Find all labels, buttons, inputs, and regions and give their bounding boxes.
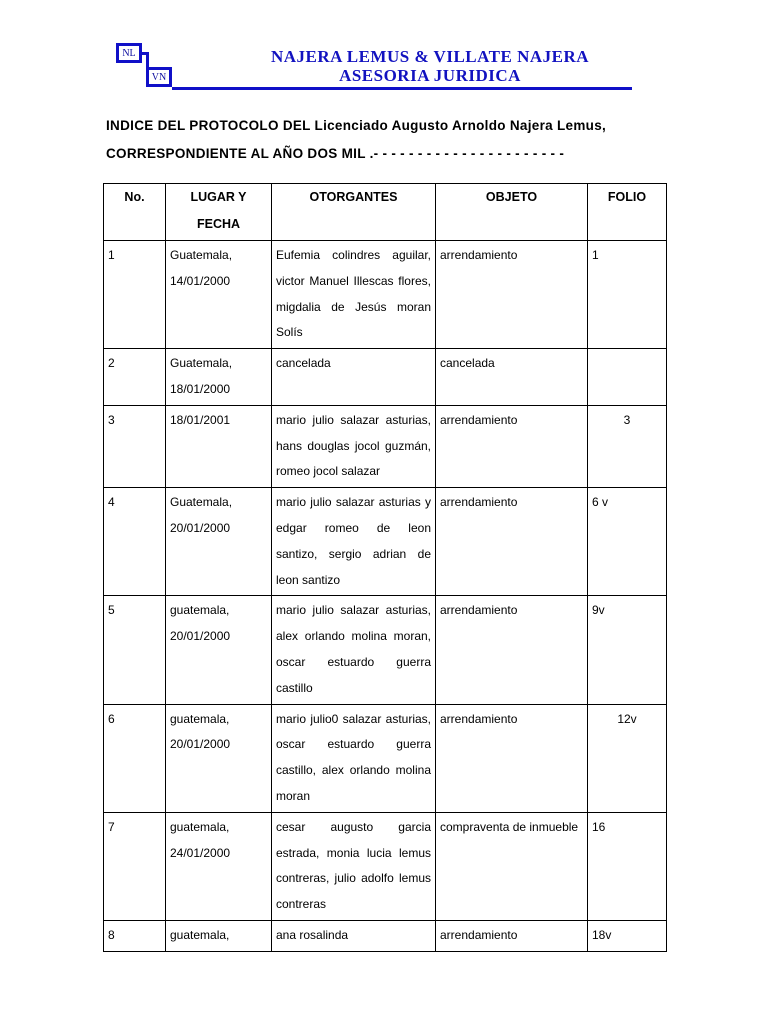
cell-otorgantes: mario julio0 salazar asturias, oscar estuardo guerra castillo, alex orlando molina moran [272, 704, 436, 812]
document-heading-line-1: INDICE DEL PROTOCOLO DEL Licenciado Augusto Arnoldo Najera Lemus, [106, 118, 607, 133]
cell-folio [588, 349, 667, 406]
firm-subtitle: ASESORIA JURIDICA [339, 66, 521, 85]
cell-lugar: guatemala, 20/01/2000 [166, 596, 272, 704]
cell-lugar: guatemala, [166, 920, 272, 951]
cell-otorgantes: mario julio salazar asturias, hans douglas jocol guzmán, romeo jocol salazar [272, 405, 436, 487]
table-row [104, 405, 667, 487]
logo-rule-bottom [172, 87, 632, 90]
table-row [104, 488, 667, 596]
cell-no: 3 [104, 405, 166, 487]
cell-otorgantes: mario julio salazar asturias y edgar romeo de leon santizo, sergio adrian de leon santizo [272, 488, 436, 596]
cell-no: 2 [104, 349, 166, 406]
header-no: No. [104, 184, 166, 241]
cell-lugar: Guatemala, 14/01/2000 [166, 241, 272, 349]
table-row [104, 349, 667, 406]
cell-folio: 18v [588, 920, 667, 951]
cell-otorgantes: mario julio salazar asturias, alex orlando molina moran, oscar estuardo guerra castillo [272, 596, 436, 704]
cell-otorgantes: Eufemia colindres aguilar, victor Manuel Illescas flores, migdalia de Jesús moran Solís [272, 241, 436, 349]
protocol-index-table [103, 183, 667, 952]
cell-folio: 1 [588, 241, 667, 349]
table-row [104, 704, 667, 812]
cell-objeto: arrendamiento [436, 241, 588, 349]
cell-folio: 16 [588, 812, 667, 920]
table-row [104, 596, 667, 704]
cell-otorgantes: cancelada [272, 349, 436, 406]
cell-no: 8 [104, 920, 166, 951]
cell-folio: 6 v [588, 488, 667, 596]
cell-no: 5 [104, 596, 166, 704]
cell-objeto: arrendamiento [436, 596, 588, 704]
cell-objeto: arrendamiento [436, 405, 588, 487]
table-row [104, 241, 667, 349]
cell-lugar: Guatemala, 20/01/2000 [166, 488, 272, 596]
table-row [104, 812, 667, 920]
cell-no: 1 [104, 241, 166, 349]
header-lugar-fecha: LUGAR Y FECHA [166, 184, 272, 241]
document-heading-line-2: CORRESPONDIENTE AL AÑO DOS MIL .- - - - - - - - - - - - - - - - - - - - - - [106, 146, 565, 161]
cell-otorgantes: cesar augusto garcia estrada, monia lucia lemus contreras, julio adolfo lemus contreras [272, 812, 436, 920]
firm-name: NAJERA LEMUS & VILLATE NAJERA [270, 47, 590, 66]
header-otorgantes: OTORGANTES [272, 184, 436, 241]
cell-folio: 9v [588, 596, 667, 704]
cell-no: 7 [104, 812, 166, 920]
cell-no: 4 [104, 488, 166, 596]
cell-lugar: Guatemala, 18/01/2000 [166, 349, 272, 406]
cell-folio: 3 [588, 405, 667, 487]
cell-lugar: guatemala, 20/01/2000 [166, 704, 272, 812]
table-row [104, 920, 667, 951]
cell-folio: 12v [588, 704, 667, 812]
cell-lugar: guatemala, 24/01/2000 [166, 812, 272, 920]
letterhead [0, 0, 768, 100]
monogram-vn: VN [146, 67, 172, 87]
cell-objeto: arrendamiento [436, 488, 588, 596]
table-header-row [104, 184, 667, 241]
cell-lugar: 18/01/2001 [166, 405, 272, 487]
cell-otorgantes: ana rosalinda [272, 920, 436, 951]
monogram-nl: NL [116, 43, 142, 63]
cell-objeto: cancelada [436, 349, 588, 406]
cell-objeto: arrendamiento [436, 704, 588, 812]
cell-no: 6 [104, 704, 166, 812]
header-objeto: OBJETO [436, 184, 588, 241]
cell-objeto: arrendamiento [436, 920, 588, 951]
cell-objeto: compraventa de inmueble [436, 812, 588, 920]
header-folio: FOLIO [588, 184, 667, 241]
